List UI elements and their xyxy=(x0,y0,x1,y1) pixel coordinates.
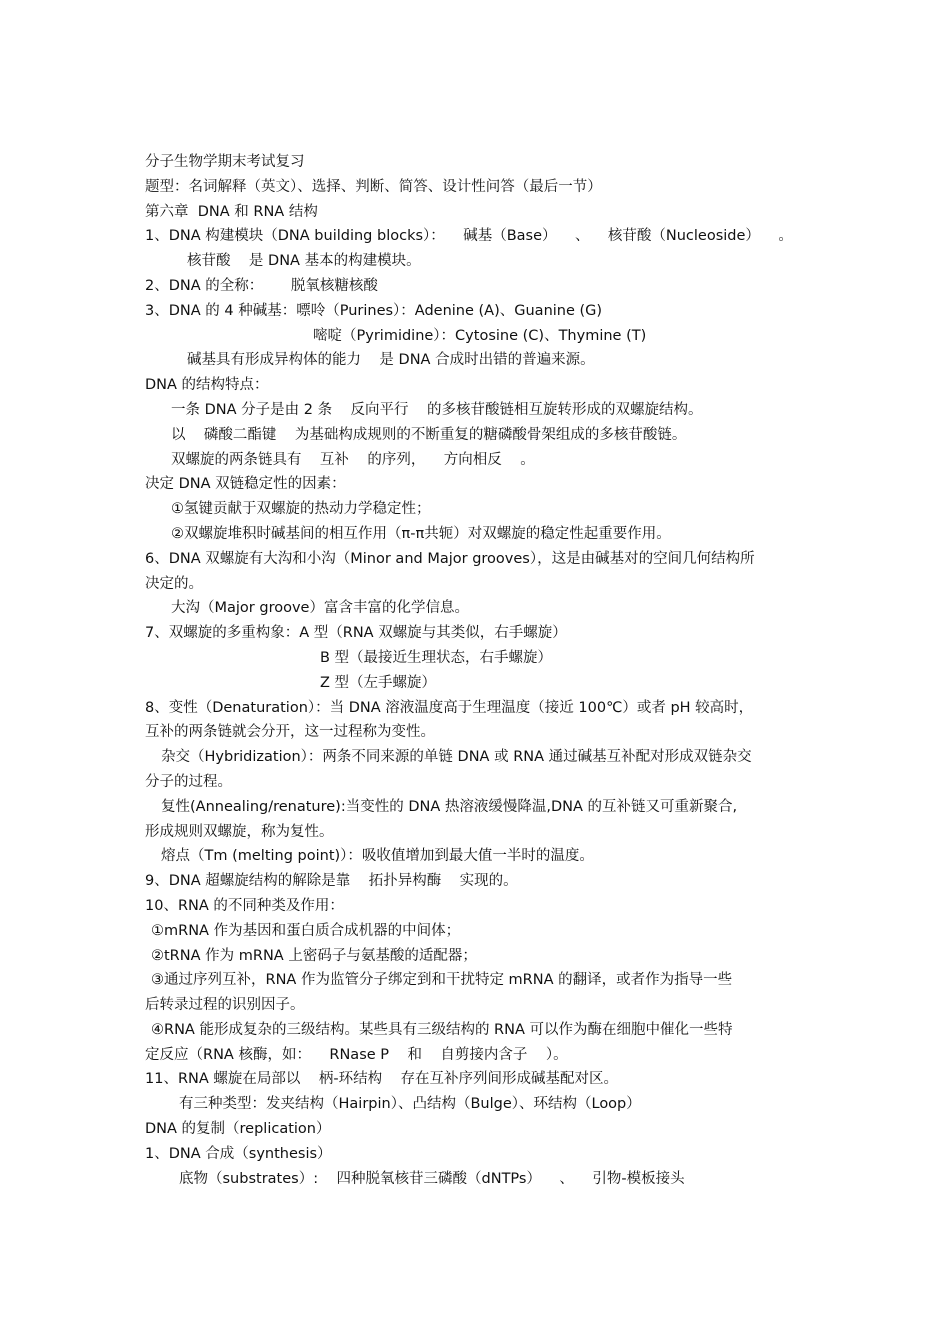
text-line: 核苷酸 是 DNA 基本的构建模块。 xyxy=(187,253,421,270)
text-line: 杂交（Hybridization）：两条不同来源的单链 DNA 或 RNA 通过碱基互补配对形成双链杂交 xyxy=(161,749,752,766)
text-line: DNA 的复制（replication） xyxy=(145,1121,331,1138)
text-line: 1、DNA 构建模块（DNA building blocks）： 碱基（Base） 、 核苷酸（Nucleoside） 。 xyxy=(145,228,793,245)
text-line: Z 型（左手螺旋） xyxy=(320,674,437,691)
text-line: 定反应（RNA 核酶，如： RNase P 和 自剪接内含子 ）。 xyxy=(145,1046,568,1063)
text-line: 大沟（Major groove）富含丰富的化学信息。 xyxy=(171,600,469,617)
text-line: ②双螺旋堆积时碱基间的相互作用（π-π共轭）对双螺旋的稳定性起重要作用。 xyxy=(171,525,671,542)
document-body xyxy=(145,150,815,1191)
text-line: 互补的两条链就会分开，这一过程称为变性。 xyxy=(145,724,435,741)
text-line: ④RNA 能形成复杂的三级结构。某些具有三级结构的 RNA 可以作为酶在细胞中催化一些特 xyxy=(151,1021,733,1038)
text-line: B 型（最接近生理状态，右手螺旋） xyxy=(320,649,553,666)
text-line: 形成规则双螺旋，称为复性。 xyxy=(145,823,334,840)
text-line: 决定 DNA 双链稳定性的因素： xyxy=(145,476,346,493)
text-line: ①氢键贡献于双螺旋的热动力学稳定性； xyxy=(171,501,431,518)
text-line: 8、变性（Denaturation）：当 DNA 溶液温度高于生理温度（接近 100℃）或者 pH 较高时， xyxy=(145,699,754,716)
text-line: ①mRNA 作为基因和蛋白质合成机器的中间体； xyxy=(151,922,461,939)
text-line: 10、RNA 的不同种类及作用： xyxy=(145,897,344,914)
text-line: 嘧啶（Pyrimidine）：Cytosine (C)、Thymine (T) xyxy=(313,327,647,344)
text-line: 分子的过程。 xyxy=(145,773,232,790)
text-line: 有三种类型：发夹结构（Hairpin）、凸结构（Bulge）、环结构（Loop） xyxy=(179,1096,641,1113)
text-line: 分子生物学期末考试复习 xyxy=(145,154,305,170)
text-line: 9、DNA 超螺旋结构的解除是靠 拓扑异构酶 实现的。 xyxy=(145,873,518,890)
text-line: 题型：名词解释（英文）、选择、判断、简答、设计性问答（最后一节） xyxy=(145,178,602,195)
text-line: 1、DNA 合成（synthesis） xyxy=(145,1145,332,1162)
text-line: 以 磷酸二酯键 为基础构成规则的不断重复的糖磷酸骨架组成的多核苷酸链。 xyxy=(171,426,687,443)
text-line: 7、双螺旋的多重构象：A 型（RNA 双螺旋与其类似，右手螺旋） xyxy=(145,625,567,642)
text-line: 复性(Annealing/renature):当变性的 DNA 热溶液缓慢降温,DNA 的互补链又可重新聚合, xyxy=(161,798,738,815)
text-line: 11、RNA 螺旋在局部以 柄-环结构 存在互补序列间形成碱基配对区。 xyxy=(145,1071,619,1088)
text-line: 3、DNA 的 4 种碱基：嘌呤（Purines）：Adenine (A)、Guanine (G) xyxy=(145,302,603,319)
text-line: 2、DNA 的全称： 脱氧核糖核酸 xyxy=(145,277,378,294)
text-line: 后转录过程的识别因子。 xyxy=(145,997,305,1014)
text-line: DNA 的结构特点： xyxy=(145,377,269,394)
text-line: 熔点（Tm (melting point)）：吸收值增加到最大值一半时的温度。 xyxy=(161,848,594,865)
text-line: 底物（substrates）: 四种脱氧核苷三磷酸（dNTPs） 、 引物-模板接头 xyxy=(179,1170,685,1187)
text-line: 6、DNA 双螺旋有大沟和小沟（Minor and Major grooves），这是由碱基对的空间几何结构所 xyxy=(145,550,755,567)
text-line: 第六章 DNA 和 RNA 结构 xyxy=(145,203,318,220)
text-line: 双螺旋的两条链具有 互补 的序列， 方向相反 。 xyxy=(171,451,535,468)
text-line: ②tRNA 作为 mRNA 上密码子与氨基酸的适配器； xyxy=(151,947,477,964)
text-line: 碱基具有形成异构体的能力 是 DNA 合成时出错的普遍来源。 xyxy=(187,352,595,369)
text-line: ③通过序列互补，RNA 作为监管分子绑定到和干扰特定 mRNA 的翻译，或者作为指导一些 xyxy=(151,972,733,989)
text-line: 一条 DNA 分子是由 2 条 反向平行 的多核苷酸链相互旋转形成的双螺旋结构。 xyxy=(171,401,703,418)
text-line: 决定的。 xyxy=(145,575,203,592)
